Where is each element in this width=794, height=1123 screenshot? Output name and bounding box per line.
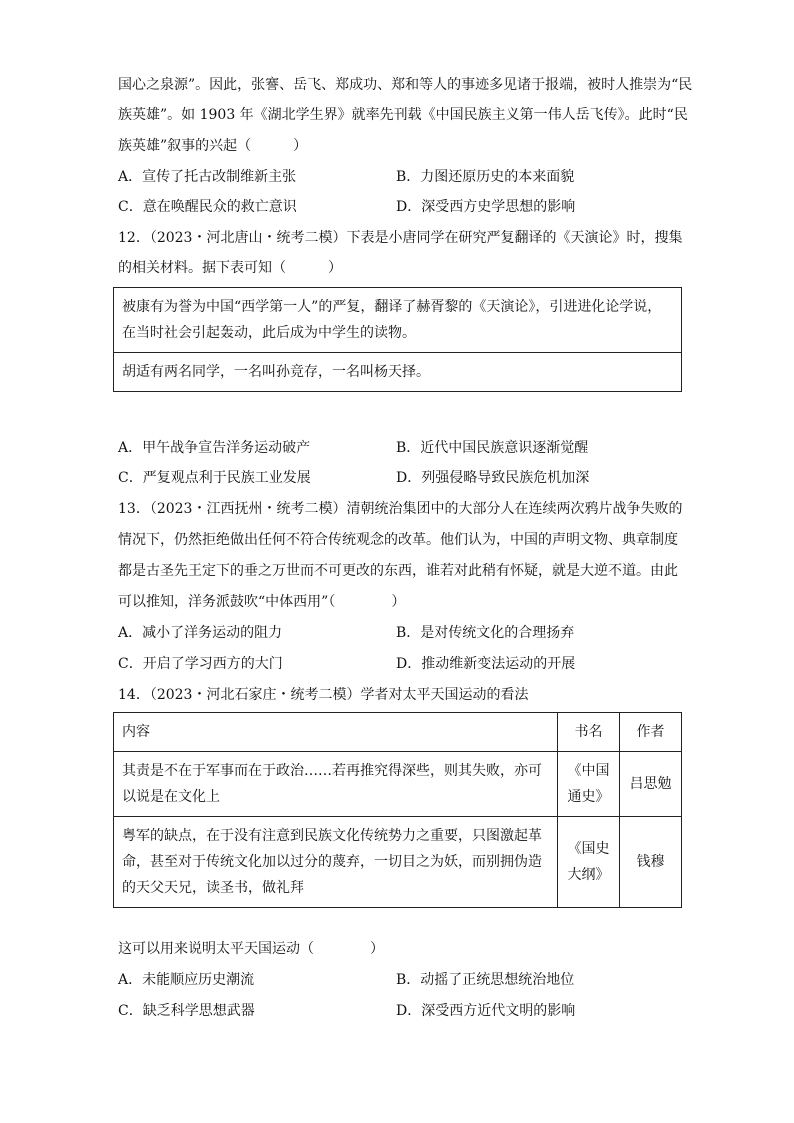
table-header-row (114, 713, 682, 752)
q12-stem-line: 12．（2023・河北唐山・统考二模）下表是小唐同学在研究严复翻译的《天演论》时，搜集 (118, 230, 683, 246)
content-cell (114, 752, 558, 817)
q11-option-b[interactable]: B．力图还原历史的本来面貌 (396, 169, 575, 185)
cell-text-line: 以说是在文化上 (122, 789, 220, 805)
q13-option-a[interactable]: A．减小了洋务运动的阻力 (118, 625, 283, 641)
q14-option-b[interactable]: B．动摇了正统思想统治地位 (396, 972, 575, 988)
cell-text-line: 《国史 (567, 841, 610, 857)
q11-stem-line: 族英雄”。如 1903 年《湖北学生界》就率先刊载《中国民族主义第一伟人岳飞传》。此时“民 (118, 107, 688, 123)
cell-text-line: 通史》 (567, 789, 610, 805)
author-cell: 钱穆 (620, 817, 682, 908)
q12-option-a[interactable]: A．甲午战争宣告洋务运动破产 (118, 440, 311, 456)
cell-text-line: 其责是不在于军事而在于政治……若再推究得深些，则其失败，亦可 (122, 763, 542, 779)
q14-option-a[interactable]: A．未能顺应历史潮流 (118, 972, 255, 988)
q14-stem-line: 这可以用来说明太平天国运动（ ） (118, 941, 384, 957)
q12-option-d[interactable]: D．列强侵略导致民族危机加深 (396, 470, 590, 486)
q13-stem-line: 都是古圣先王定下的垂之万世而不可更改的东西，谁若对此稍有怀疑，就是大逆不道。由此 (118, 563, 678, 579)
table-cell (114, 353, 682, 392)
table-cell (114, 288, 682, 353)
q11-stem-line: 国心之泉源”。因此，张謇、岳飞、郑成功、郑和等人的事迹多见诸于报端，被时人推崇为“民 (118, 77, 693, 93)
q13-stem-line: 可以推知，洋务派鼓吹“中体西用”（ ） (118, 594, 406, 610)
q14-scholar-table (113, 712, 682, 908)
cell-text-line: 大纲》 (567, 867, 610, 883)
cell-text-line: 在当时社会引起轰动，此后成为中学生的读物。 (122, 325, 416, 341)
q12-material-table (113, 287, 682, 392)
table-row (114, 752, 682, 817)
q11-option-c[interactable]: C．意在唤醒民众的救亡意识 (118, 199, 297, 215)
cell-text-line: 的天父天兄，读圣书，做礼拜 (122, 880, 304, 896)
cell-text-line: 胡适有两名同学，一名叫孙竞存，一名叫杨天择。 (122, 364, 430, 380)
cell-text-line: 命，甚至对于传统文化加以过分的蔑弃，一切目之为妖，而别拥伪造 (122, 854, 542, 870)
q11-stem-line: 族英雄”叙事的兴起（ ） (118, 138, 308, 154)
q13-option-c[interactable]: C．开启了学习西方的大门 (118, 656, 283, 672)
q14-stem-line: 14．（2023・河北石家庄・统考二模）学者对太平天国运动的看法 (118, 687, 529, 703)
cell-text-line: 被康有为誉为中国“西学第一人”的严复，翻译了赫胥黎的《天演论》，引进进化论学说， (122, 299, 662, 315)
cell-text-line: 粤军的缺点，在于没有注意到民族文化传统势力之重要，只图激起革 (122, 828, 542, 844)
author-cell: 吕思勉 (620, 752, 682, 817)
q11-option-a[interactable]: A．宣传了托古改制维新主张 (118, 169, 297, 185)
header-author: 作者 (620, 713, 682, 752)
q14-option-d[interactable]: D．深受西方近代文明的影响 (396, 1003, 576, 1019)
q12-stem-line: 的相关材料。据下表可知（ ） (118, 260, 342, 276)
cell-text-line: 《中国 (567, 763, 610, 779)
q12-option-c[interactable]: C．严复观点利于民族工业发展 (118, 470, 311, 486)
book-cell (558, 752, 620, 817)
q13-stem-line: 13．（2023・江西抚州・统考二模）清朝统治集团中的大部分人在连续两次鸦片战争失败的 (118, 501, 683, 517)
table-row (114, 817, 682, 908)
header-content: 内容 (114, 713, 558, 752)
table-row (114, 353, 682, 392)
book-cell (558, 817, 620, 908)
q12-option-b[interactable]: B．近代中国民族意识逐渐觉醒 (396, 440, 589, 456)
table-row (114, 288, 682, 353)
content-cell (114, 817, 558, 908)
q13-stem-line: 情况下，仍然拒绝做出任何不符合传统观念的改革。他们认为，中国的声明文物、典章制度 (118, 532, 678, 548)
header-book: 书名 (558, 713, 620, 752)
q13-option-b[interactable]: B．是对传统文化的合理扬弃 (396, 625, 575, 641)
q11-option-d[interactable]: D．深受西方史学思想的影响 (396, 199, 576, 215)
q14-option-c[interactable]: C．缺乏科学思想武器 (118, 1003, 255, 1019)
q13-option-d[interactable]: D．推动维新变法运动的开展 (396, 656, 576, 672)
